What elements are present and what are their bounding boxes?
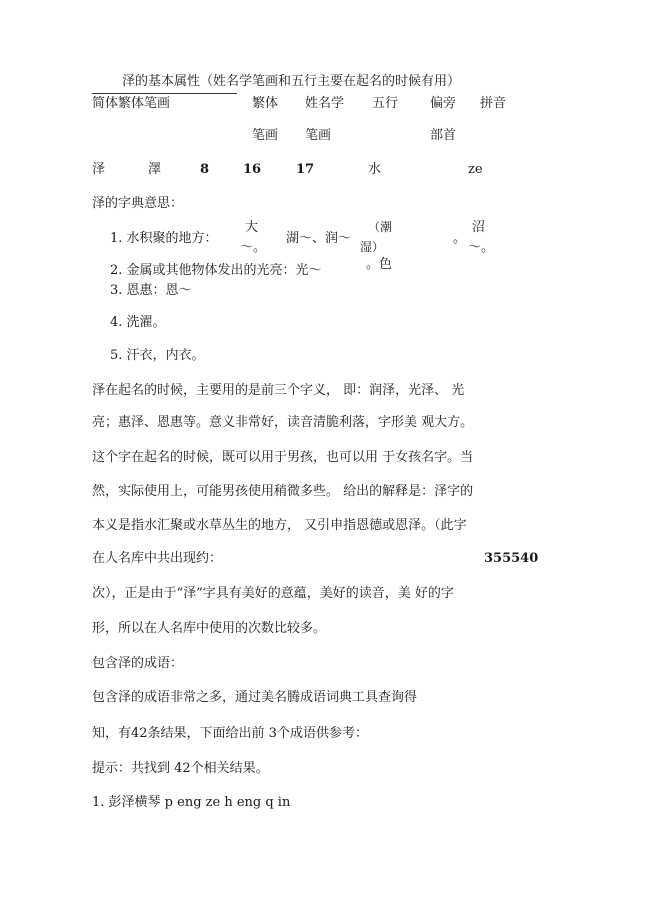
meaning-1-part-c: 湖～、润～: [286, 231, 352, 246]
meaning-4: 4. 洗濯。: [110, 315, 166, 330]
meaning-1-part-e: 湿）: [360, 240, 385, 254]
meaning-1-part-b: ～。: [240, 240, 267, 255]
meaning-1-part-a: 大: [245, 220, 259, 235]
table-header-wuxing: 五行: [372, 96, 399, 111]
table-cell-jianti-bihua: 8: [200, 162, 210, 177]
idioms-line-2: 知，有42条结果，下面给出前 3个成语供参考：: [92, 726, 368, 741]
table-header-jianfan: 简体繁体笔画: [92, 96, 171, 111]
table-cell-pinyin: ze: [468, 162, 483, 177]
meaning-1-part-g: 沼: [472, 220, 486, 235]
table-cell-wuxing: 水: [368, 162, 382, 177]
count-line-label: 在人名库中共出现约：: [92, 551, 223, 566]
table-cell-fanti: 澤: [148, 162, 162, 177]
paragraph-line-7: 形，所以在人名库中使用的次数比较多。: [92, 621, 327, 636]
table-header-bushou: 部首: [430, 128, 457, 143]
meaning-1-part-h: ～。: [468, 240, 495, 255]
meaning-5: 5. 汗衣，内衣。: [110, 348, 205, 363]
table-cell-xingmingxue-bihua: 17: [296, 162, 315, 177]
table-cell-jianti: 泽: [92, 162, 106, 177]
first-idiom: 1. 彭泽横琴 p eng ze h eng q in: [92, 795, 291, 810]
paragraph-line-4: 然，实际使用上，可能男孩使用稍微多些。 给出的解释是：泽字的: [92, 484, 474, 499]
table-header-bihua-2: 笔画: [305, 128, 332, 143]
table-header-fanti: 繁体: [252, 96, 279, 111]
meaning-3: 3. 恩惠：恩～: [110, 283, 192, 298]
paragraph-line-2: 亮；惠泽、恩惠等。意义非常好，读音清脆利落，字形美 观大方。: [92, 415, 474, 430]
meaning-2: 2. 金属或其他物体发出的光亮：光～: [110, 263, 322, 278]
dict-heading: 泽的字典意思：: [92, 196, 184, 211]
table-cell-fanti-bihua: 16: [243, 162, 262, 177]
meaning-1-part-f: 。: [453, 231, 467, 246]
meaning-1-label: 1. 水积聚的地方：: [110, 231, 218, 246]
table-header-bihua-1: 笔画: [252, 128, 279, 143]
count-value: 355540: [484, 551, 539, 566]
paragraph-line-1: 泽在起名的时候，主要用的是前三个字义， 即：润泽，光泽、 光: [92, 383, 465, 398]
page-title: 泽的基本属性（姓名学笔画和五行主要在起名的时候有用）: [122, 74, 461, 89]
idioms-line-1: 包含泽的成语非常之多，通过美名腾成语词典工具查询得: [92, 690, 418, 705]
meaning-2-tail: 。色: [366, 257, 393, 272]
table-header-pianpang: 偏旁: [430, 96, 457, 111]
paragraph-line-6: 次），正是由于“泽”字具有美好的意蕴，美好的读音，美 好的字: [92, 586, 454, 601]
paragraph-line-3: 这个字在起名的时候，既可以用于男孩，也可以用 于女孩名字。当: [92, 450, 474, 465]
hint-line: 提示：共找到 42个相关结果。: [92, 761, 269, 776]
idioms-heading: 包含泽的成语：: [92, 656, 184, 671]
meaning-1-part-d: （潮: [368, 220, 393, 234]
paragraph-line-5: 本义是指水汇聚或水草丛生的地方， 又引申指恩德或恩泽。（此字: [92, 518, 467, 533]
table-header-xingmingxue: 姓名学: [305, 96, 345, 111]
table-header-pinyin: 拼音: [480, 96, 507, 111]
title-underline: [92, 93, 237, 94]
